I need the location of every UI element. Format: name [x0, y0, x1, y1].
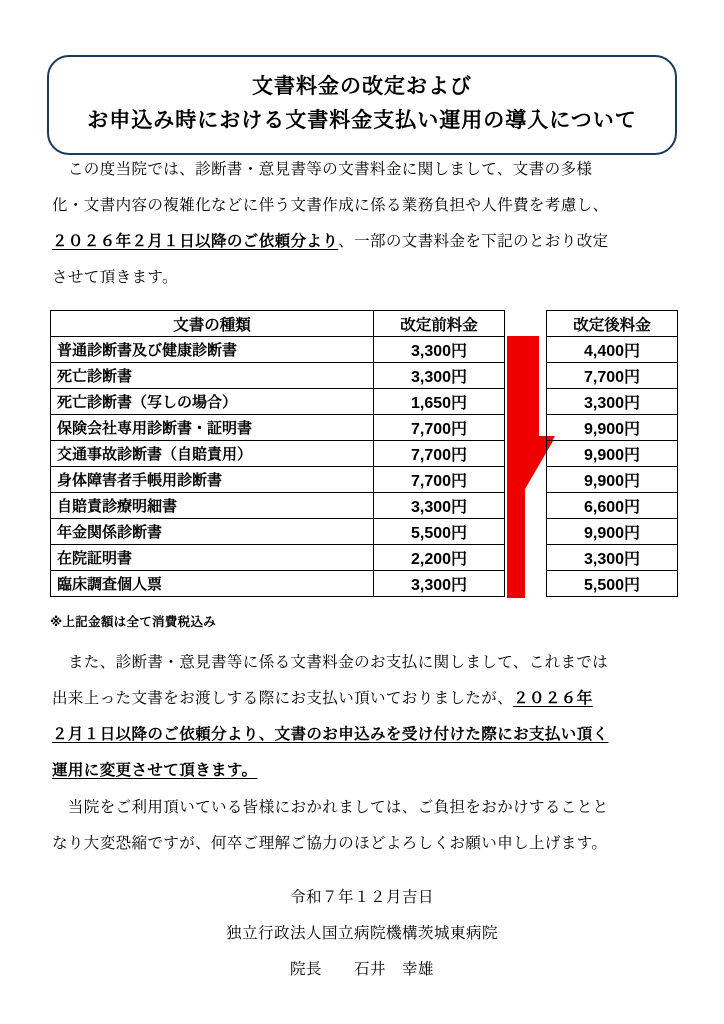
fee-table-after-table [546, 310, 678, 597]
cell-price-after: 6,600円 [547, 493, 678, 519]
table-row [547, 467, 678, 493]
cell-price-after: 7,700円 [547, 363, 678, 389]
fee-table-before [50, 310, 505, 597]
table-header-row [51, 311, 505, 337]
header-document-kind: 文書の種類 [51, 311, 374, 337]
table-row [51, 545, 505, 571]
title-line-1: 文書料金の改定および [252, 75, 472, 98]
cell-kind: 在院証明書 [51, 545, 374, 571]
table-row [547, 493, 678, 519]
table-row [51, 467, 505, 493]
cell-price-before: 7,700円 [374, 441, 505, 467]
paragraph-closing [52, 790, 677, 862]
cell-price-after: 3,300円 [547, 389, 678, 415]
cell-kind: 臨床調査個人票 [51, 571, 374, 597]
paragraph-intro-line-2: 化・文書内容の複雑化などに伴う文書作成に係る業務負担や人件費を考慮し、 [52, 197, 609, 214]
paragraph-payment-line-3-emphasis: ２月１日以降のご依頼分より、文書のお申込みを受け付けた際にお支払い頂く [52, 726, 609, 743]
paragraph-intro-line-4: させて頂きます。 [52, 269, 178, 286]
fee-table [50, 310, 505, 597]
paragraph-payment-line-1: また、診断書・意見書等に係る文書料金のお支払に関しまして、これまでは [52, 654, 609, 671]
cell-price-before: 2,200円 [374, 545, 505, 571]
cell-price-after: 9,900円 [547, 441, 678, 467]
paragraph-intro [52, 152, 677, 296]
paragraph-intro-line-3 [52, 224, 677, 260]
table-row [51, 519, 505, 545]
table-row [547, 571, 678, 597]
cell-kind: 交通事故診断書（自賠責用） [51, 441, 374, 467]
cell-price-before: 7,700円 [374, 415, 505, 441]
cell-price-before: 3,300円 [374, 571, 505, 597]
cell-kind: 保険会社専用診断書・証明書 [51, 415, 374, 441]
paragraph-payment-timing [52, 645, 677, 789]
table-row [51, 493, 505, 519]
paragraph-payment-line-2 [52, 681, 677, 717]
cell-price-before: 1,650円 [374, 389, 505, 415]
cell-kind: 死亡診断書 [51, 363, 374, 389]
signature-person: 院長 石井 幸雄 [289, 961, 434, 978]
cell-price-before: 3,300円 [374, 363, 505, 389]
cell-price-after: 9,900円 [547, 467, 678, 493]
paragraph-closing-line-1: 当院をご利用頂いている皆様におかれましては、ご負担をおかけすることと [52, 799, 609, 816]
cell-kind: 年金関係診断書 [51, 519, 374, 545]
table-row [547, 337, 678, 363]
effective-date-emphasis: ２０２６年２月１日以降のご依頼分より [52, 233, 339, 250]
paragraph-intro-line-1: この度当院では、診断書・意見書等の文書料金に関しまして、文書の多様 [52, 161, 593, 178]
cell-kind: 自賠責診療明細書 [51, 493, 374, 519]
table-row [51, 337, 505, 363]
cell-price-before: 7,700円 [374, 467, 505, 493]
cell-price-after: 9,900円 [547, 519, 678, 545]
table-row [51, 441, 505, 467]
cell-kind: 身体障害者手帳用診断書 [51, 467, 374, 493]
table-row [547, 441, 678, 467]
cell-price-after: 4,400円 [547, 337, 678, 363]
table-row [51, 571, 505, 597]
table-row [51, 415, 505, 441]
cell-price-after: 5,500円 [547, 571, 678, 597]
cell-price-before: 3,300円 [374, 337, 505, 363]
paragraph-closing-line-2: なり大変恐縮ですが、何卒ご理解ご協力のほどよろしくお願い申し上げます。 [52, 835, 608, 852]
paragraph-payment-line-2-plain: 出来上った文書をお渡しする際にお支払い頂いておりましたが、 [52, 690, 514, 707]
table-row [51, 389, 505, 415]
table-row [547, 363, 678, 389]
cell-price-before: 3,300円 [374, 493, 505, 519]
paragraph-payment-line-4-emphasis: 運用に変更させて頂きます。 [52, 762, 258, 779]
cell-kind: 普通診断書及び健康診断書 [51, 337, 374, 363]
title-line-2: お申込み時における文書料金支払い運用の導入について [87, 109, 637, 132]
title-box [47, 55, 677, 155]
table-row [547, 415, 678, 441]
table-row [547, 545, 678, 571]
signature-organization: 独立行政法人国立病院機構茨城東病院 [225, 925, 498, 942]
paragraph-payment-line-2-emphasis: ２０２６年 [513, 690, 593, 707]
cell-price-after: 3,300円 [547, 545, 678, 571]
table-row [547, 519, 678, 545]
tax-note: ※上記金額は全て消費税込み [50, 615, 217, 629]
table-row [51, 363, 505, 389]
header-price-before: 改定前料金 [374, 311, 505, 337]
cell-price-before: 5,500円 [374, 519, 505, 545]
table-row [547, 389, 678, 415]
cell-kind: 死亡診断書（写しの場合） [51, 389, 374, 415]
signature-date: 令和７年１２月吉日 [289, 889, 434, 906]
table-header-row-after [547, 311, 678, 337]
header-price-after: 改定後料金 [547, 311, 678, 337]
cell-price-after: 9,900円 [547, 415, 678, 441]
fee-table-after [546, 310, 678, 597]
paragraph-intro-line-3-rest: 、一部の文書料金を下記のとおり改定 [338, 233, 609, 250]
